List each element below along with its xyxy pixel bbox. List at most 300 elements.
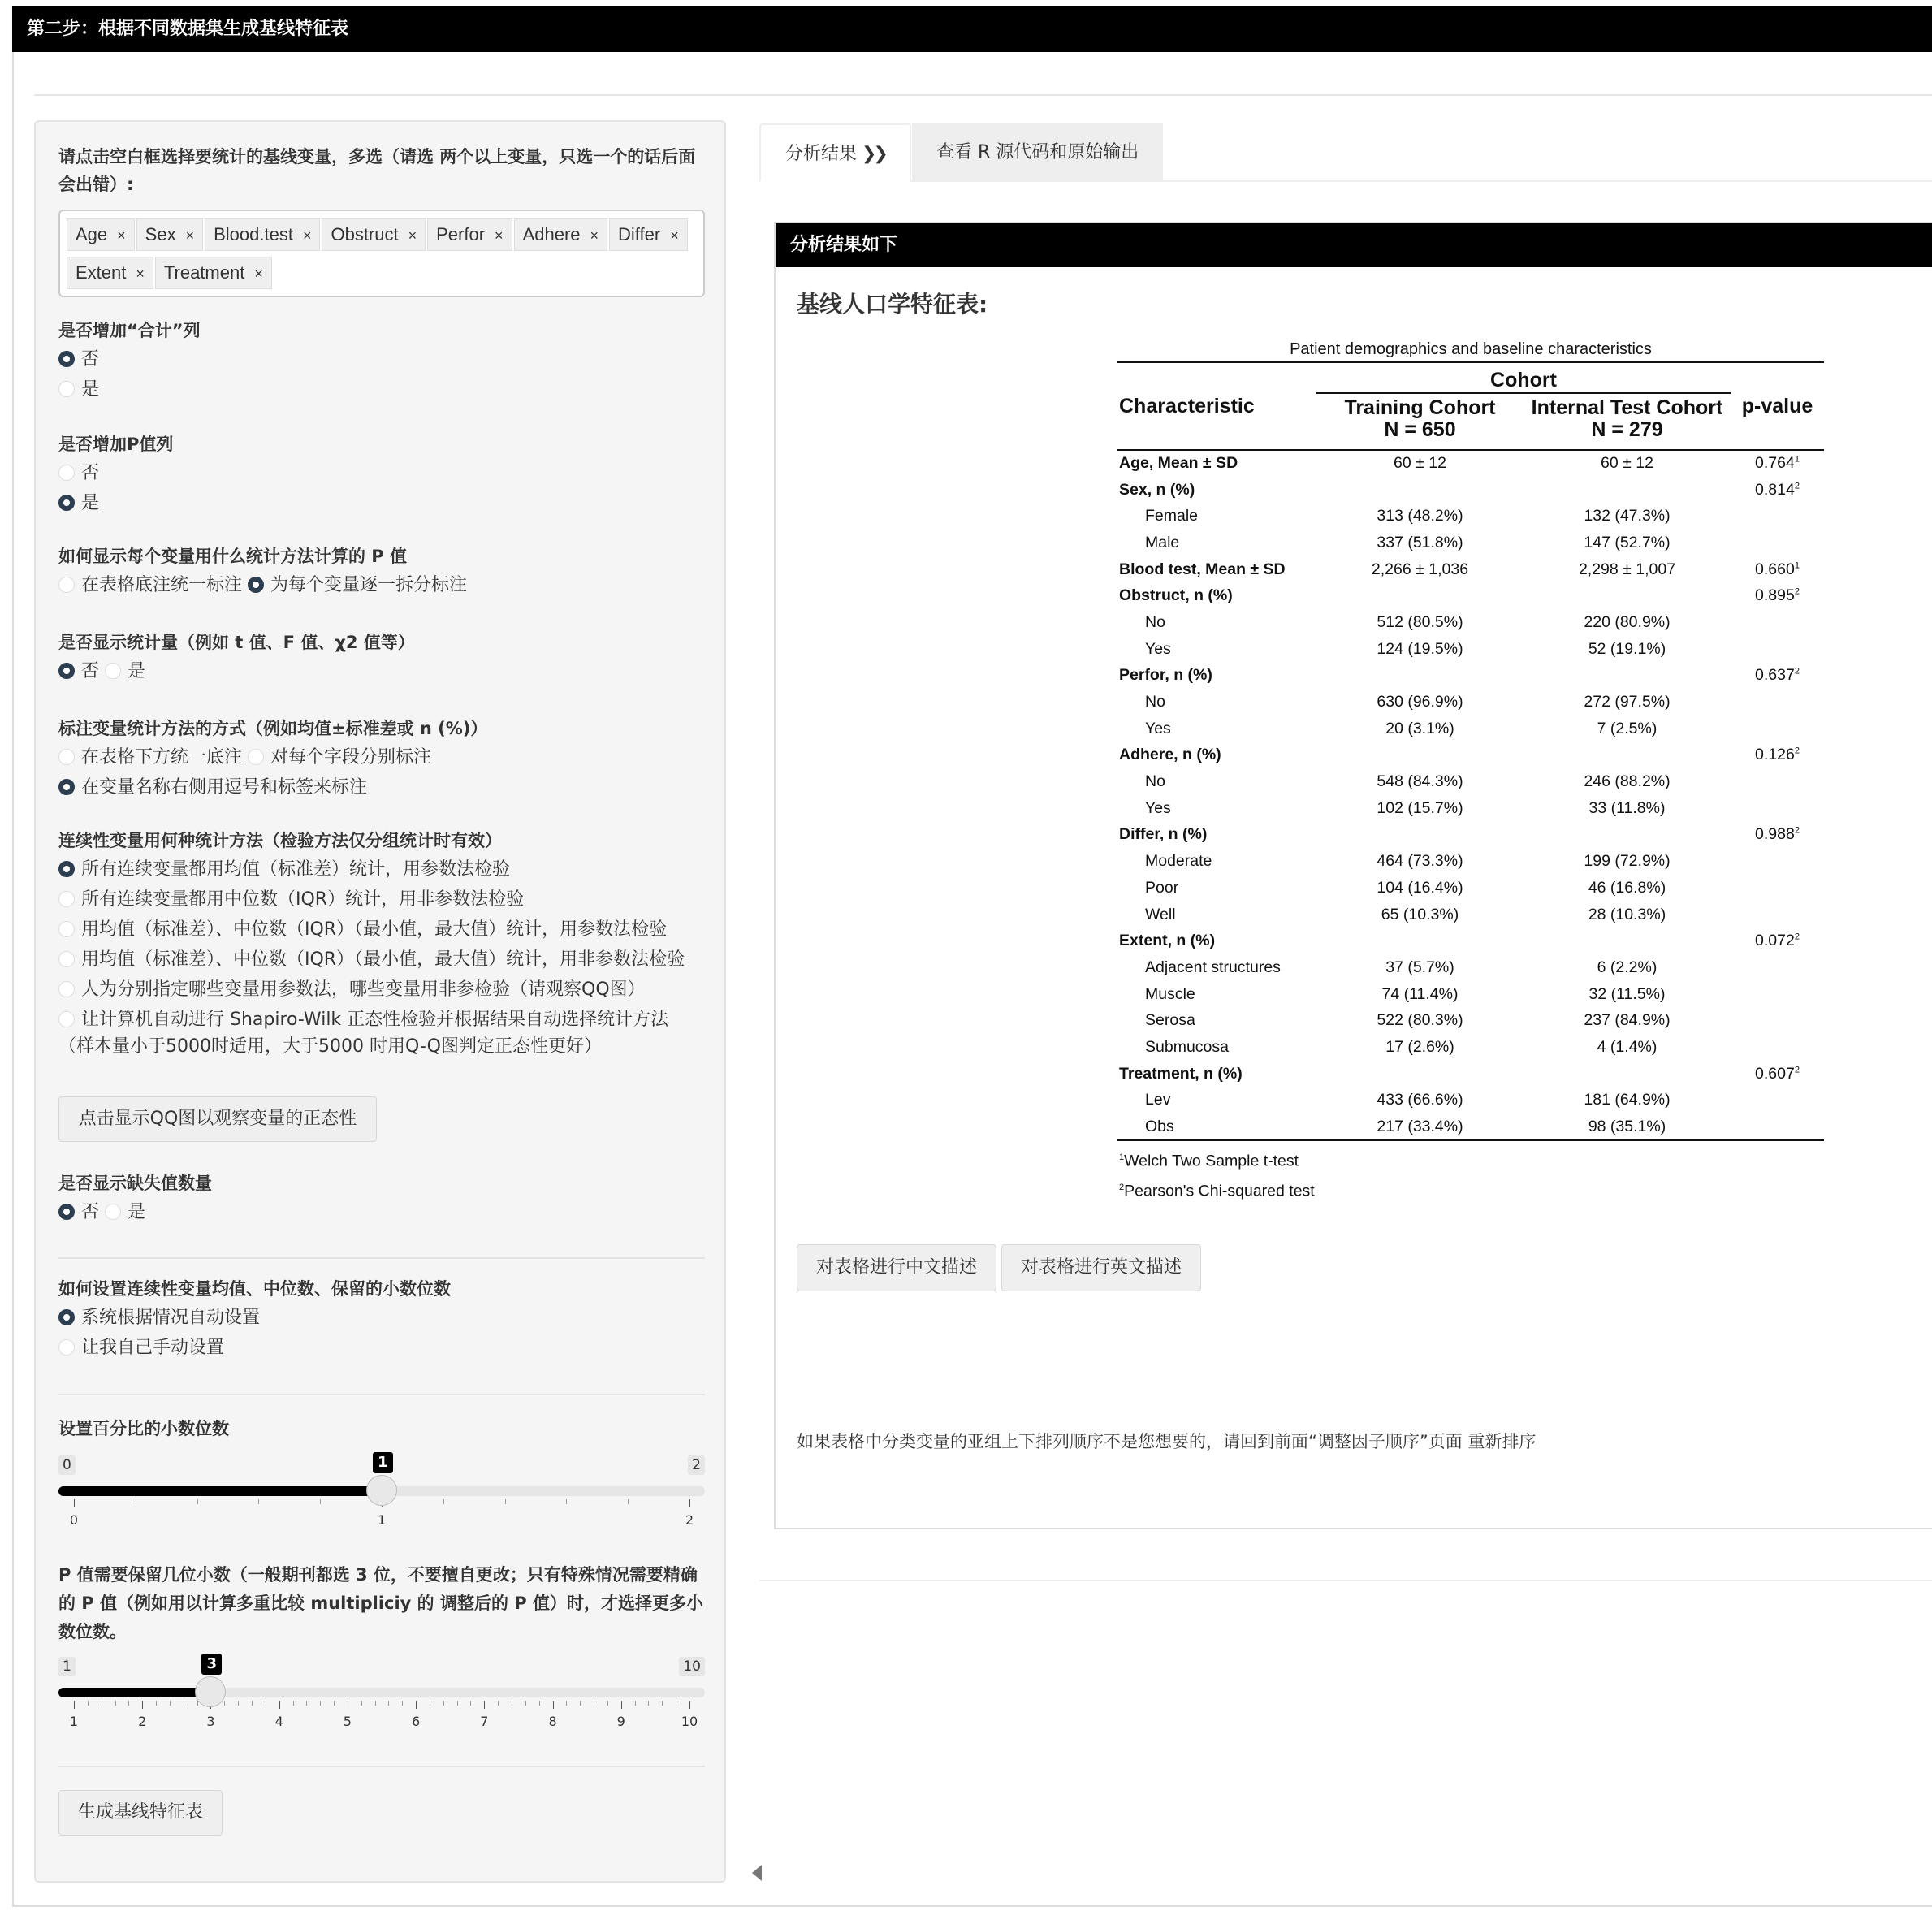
radio-icon[interactable] [58, 577, 75, 593]
training-cohort-n: N = 650 [1384, 418, 1456, 441]
cell-training-cohort: 548 (84.3%) [1377, 772, 1463, 791]
slider-minor-tick [306, 1701, 307, 1706]
slider-major-tick [74, 1701, 75, 1709]
radio-icon[interactable] [58, 465, 75, 481]
radio-icon[interactable] [58, 1011, 75, 1027]
radio-label: 是 [128, 1202, 146, 1222]
table-row-level [1117, 530, 1824, 556]
cell-characteristic: Blood test, Mean ± SD [1119, 560, 1286, 578]
slider-minor-tick [224, 1701, 225, 1706]
cell-characteristic: Differ, n (%) [1119, 825, 1208, 844]
p-slider-label: P 值需要保留几位小数（一般期刊都选 3 位，不要擅自更改；只有特殊情况需要精确的 P 值（例如用以计算多重比较 multipliciy 的 调整后的 P 值）时，才选择更多小数位数。 [58, 1565, 703, 1641]
cont-method-option-mean[interactable] [58, 854, 705, 884]
pvalue-col-option-yes[interactable] [58, 488, 705, 518]
decimals-option-auto[interactable] [58, 1303, 705, 1333]
cell-pvalue [1731, 582, 1824, 609]
cont-method-option-all-param[interactable] [58, 915, 705, 945]
radio-icon[interactable] [58, 921, 75, 937]
cell-internal-test-cohort: 33 (11.8%) [1588, 798, 1666, 817]
cell-training-cohort [1316, 1061, 1524, 1088]
radio-checked-icon[interactable] [248, 577, 264, 593]
slider-tick-label: 10 [681, 1714, 698, 1729]
slider-tick-label: 6 [412, 1714, 421, 1729]
table-row-level [1117, 1114, 1824, 1140]
remove-icon[interactable]: × [254, 266, 263, 282]
generate-table-button[interactable]: 生成基线特征表 [58, 1790, 223, 1836]
radio-label: 否 [81, 1202, 100, 1222]
radio-label: 所有连续变量都用均值（标准差）统计，用参数法检验 [81, 859, 511, 880]
radio-checked-icon[interactable] [58, 1204, 75, 1220]
slider-minor-tick [320, 1701, 321, 1706]
pvalue-footnote-mark: 2 [1794, 825, 1800, 836]
cell-pvalue [1731, 848, 1824, 875]
cell-internal-test-cohort: 98 (35.1%) [1588, 1117, 1666, 1135]
pvalue-text: 0.764 [1755, 454, 1795, 473]
radio-label: 否 [81, 661, 100, 681]
cell-training-cohort: 20 (3.1%) [1385, 719, 1454, 737]
pvalue-text: 0.607 [1755, 1064, 1795, 1083]
results-panel-title: 基线人口学特征表: [797, 291, 988, 318]
cell-internal-test-cohort: 132 (47.3%) [1584, 507, 1671, 525]
slider-tick-label: 0 [69, 1512, 79, 1528]
cell-characteristic: Well [1145, 905, 1176, 923]
pvalue-footnote-mark: 2 [1794, 932, 1800, 942]
cell-pvalue [1731, 663, 1824, 690]
pvalue-footnote-mark: 2 [1794, 1065, 1800, 1075]
variable-chip[interactable] [67, 257, 153, 289]
sidebar-divider [58, 1394, 705, 1395]
table-row-level [1117, 716, 1824, 742]
cell-pvalue [1731, 1088, 1824, 1114]
slider-major-tick [279, 1701, 280, 1709]
radio-checked-icon[interactable] [58, 495, 75, 511]
cell-training-cohort: 464 (73.3%) [1377, 852, 1463, 871]
stat-label-option-footer[interactable] [58, 747, 242, 768]
radio-label: 否 [81, 463, 100, 483]
baseline-characteristics-table [1117, 361, 1824, 1141]
slider-tick-label: 2 [685, 1512, 694, 1528]
table-row-variable [1117, 822, 1824, 849]
variable-chip[interactable] [136, 218, 203, 251]
variable-chip[interactable] [427, 218, 512, 251]
radio-checked-icon[interactable] [58, 663, 75, 679]
slider-minor-tick [128, 1701, 129, 1706]
slider-minor-tick [238, 1701, 239, 1706]
slider-minor-tick [470, 1701, 471, 1706]
cell-internal-test-cohort: 4 (1.4%) [1597, 1037, 1658, 1056]
radio-checked-icon[interactable] [58, 351, 75, 367]
cell-internal-test-cohort [1524, 742, 1731, 769]
cell-internal-test-cohort [1524, 663, 1731, 690]
cell-characteristic: Yes [1145, 639, 1171, 658]
radio-label: 是 [81, 379, 100, 400]
stat-label-group [58, 715, 705, 802]
slider-tick-label: 1 [377, 1512, 387, 1528]
tab-r-source-label: 查看 R 源代码和原始输出 [936, 142, 1139, 162]
slider-max-label: 2 [688, 1455, 705, 1475]
slider-minor-tick [566, 1701, 567, 1706]
radio-label: 是 [128, 661, 146, 681]
results-panel [774, 222, 1932, 1529]
cell-training-cohort: 522 (80.3%) [1377, 1011, 1463, 1030]
cell-characteristic: Poor [1145, 878, 1179, 897]
cell-training-cohort: 2,266 ± 1,036 [1371, 560, 1469, 578]
result-tabs [759, 123, 1932, 182]
qq-plot-button[interactable]: 点击显示QQ图以观察变量的正态性 [58, 1096, 377, 1142]
radio-icon[interactable] [58, 381, 75, 397]
cell-characteristic: Treatment, n (%) [1119, 1064, 1243, 1083]
radio-label: 否 [81, 349, 100, 370]
cell-pvalue [1731, 503, 1824, 530]
cell-pvalue [1731, 928, 1824, 954]
radio-icon[interactable] [58, 1339, 75, 1356]
cell-internal-test-cohort: 220 (80.9%) [1584, 612, 1671, 631]
radio-label: 系统根据情况自动设置 [81, 1308, 261, 1328]
cell-internal-test-cohort: 6 (2.2%) [1597, 958, 1658, 976]
slider-fill [58, 1688, 210, 1697]
cell-pvalue [1731, 981, 1824, 1008]
cell-internal-test-cohort: 237 (84.9%) [1584, 1011, 1671, 1030]
step-title: 第二步：根据不同数据集生成基线特征表 [27, 19, 349, 39]
slider-major-tick [416, 1701, 417, 1709]
cell-internal-test-cohort [1524, 928, 1731, 954]
radio-checked-icon[interactable] [58, 1309, 75, 1325]
pvalue-text: 0.072 [1755, 932, 1795, 950]
table-row-level [1117, 768, 1824, 795]
table-row-level [1117, 954, 1824, 981]
cell-pvalue [1731, 795, 1824, 822]
header-characteristic: Characteristic [1119, 394, 1255, 417]
radio-icon[interactable] [58, 749, 75, 765]
slider-minor-tick [539, 1701, 540, 1706]
cell-characteristic: Sex, n (%) [1119, 480, 1195, 499]
variable-chip-label: Blood.test [214, 224, 293, 244]
cell-pvalue [1731, 822, 1824, 849]
slider-major-tick [142, 1701, 143, 1709]
slider-handle[interactable] [366, 1475, 397, 1506]
p-method-option-each[interactable] [248, 575, 467, 595]
remove-icon[interactable]: × [117, 227, 126, 244]
show-stat-options [58, 656, 705, 686]
table-row-level [1117, 609, 1824, 636]
cell-internal-test-cohort [1524, 822, 1731, 849]
slider-max-label: 10 [679, 1657, 705, 1676]
slider-handle[interactable] [195, 1676, 226, 1707]
radio-icon[interactable] [105, 1204, 121, 1220]
decimals-group [58, 1275, 705, 1363]
decimals-option-manual[interactable] [58, 1333, 705, 1363]
cell-internal-test-cohort: 2,298 ± 1,007 [1578, 560, 1676, 578]
cell-pvalue [1731, 530, 1824, 556]
cell-pvalue [1731, 1034, 1824, 1061]
slider-min-label: 0 [58, 1455, 76, 1475]
cell-internal-test-cohort: 147 (52.7%) [1584, 533, 1671, 551]
total-col-option-yes[interactable] [58, 374, 705, 404]
cell-internal-test-cohort: 46 (16.8%) [1588, 878, 1666, 897]
cell-internal-test-cohort: 272 (97.5%) [1584, 693, 1671, 711]
slider-minor-tick [457, 1701, 458, 1706]
p-decimals-slider[interactable] [58, 1657, 705, 1746]
p-method-option-footer[interactable] [58, 575, 242, 595]
slider-minor-tick [197, 1499, 198, 1504]
chinese-description-button[interactable]: 对表格进行中文描述 [797, 1244, 996, 1291]
radio-label: 所有连续变量都用中位数（IQR）统计，用非参数法检验 [81, 889, 525, 910]
stat-label-option-comma[interactable] [58, 772, 705, 802]
missing-option-yes[interactable] [105, 1202, 145, 1222]
cell-training-cohort: 17 (2.6%) [1385, 1037, 1454, 1056]
stat-label-options-row [58, 742, 705, 772]
slider-minor-tick [443, 1499, 444, 1504]
pvalue-footnote-mark: 2 [1794, 481, 1800, 491]
radio-label: 在表格下方统一底注 [81, 747, 243, 768]
cell-internal-test-cohort [1524, 582, 1731, 609]
variable-chip-label: Differ [618, 224, 661, 244]
cont-method-label: 连续性变量用何种统计方法（检验方法仅分组统计时有效） [58, 831, 502, 850]
header-internal-test-cohort [1524, 393, 1731, 450]
remove-icon[interactable]: × [136, 266, 145, 282]
sidebar-panel [34, 120, 726, 1883]
header-training-cohort [1316, 393, 1524, 450]
table-row-variable [1117, 928, 1824, 954]
variable-chip[interactable] [205, 218, 320, 251]
variable-chip[interactable] [67, 218, 135, 251]
slider-minor-tick [258, 1499, 259, 1504]
cell-characteristic: Extent, n (%) [1119, 932, 1216, 950]
slider-minor-tick [580, 1701, 581, 1706]
cell-internal-test-cohort: 246 (88.2%) [1584, 772, 1671, 791]
slider-minor-tick [156, 1701, 157, 1706]
cell-internal-test-cohort: 181 (64.9%) [1584, 1091, 1671, 1109]
pvalue-footnote-mark: 2 [1794, 746, 1800, 756]
cell-characteristic: Adjacent structures [1145, 958, 1281, 976]
table-footnote [1117, 1144, 1824, 1175]
slider-value-bubble: 3 [201, 1654, 222, 1675]
cell-training-cohort [1316, 582, 1524, 609]
remove-icon[interactable]: × [185, 227, 195, 244]
table-row-variable [1117, 663, 1824, 690]
variable-chip[interactable] [322, 218, 426, 251]
cont-method-option-manual[interactable] [58, 975, 705, 1005]
cell-training-cohort [1316, 928, 1524, 954]
stat-label-label: 标注变量统计方法的方式（例如均值±标准差或 n (%)） [58, 719, 488, 738]
step-title-bar [12, 6, 1932, 52]
sidebar-divider [58, 1766, 705, 1767]
pvalue-text: 0.126 [1755, 746, 1795, 764]
missing-label: 是否显示缺失值数量 [58, 1174, 212, 1193]
p-method-label: 如何显示每个变量用什么统计方法计算的 P 值 [58, 547, 408, 566]
slider-tick-label: 2 [138, 1714, 147, 1729]
tab-results-label: 分析结果 [785, 144, 858, 164]
p-method-group [58, 543, 705, 600]
total-col-option-no[interactable] [58, 344, 705, 374]
top-divider [34, 94, 1932, 96]
missing-option-no[interactable] [58, 1202, 99, 1222]
table-row-level [1117, 848, 1824, 875]
cell-characteristic: Obs [1145, 1117, 1174, 1135]
radio-icon[interactable] [105, 663, 121, 679]
cell-pvalue [1731, 450, 1824, 477]
internal-test-cohort-n: N = 279 [1591, 418, 1663, 441]
slider-tick-label: 5 [343, 1714, 352, 1729]
cell-characteristic: Age, Mean ± SD [1119, 454, 1238, 473]
stat-label-option-each[interactable] [248, 747, 431, 768]
cont-method-option-median[interactable] [58, 884, 705, 915]
slider-minor-tick [334, 1701, 335, 1706]
cell-training-cohort: 60 ± 12 [1394, 454, 1446, 473]
cell-characteristic: No [1145, 772, 1165, 791]
cell-training-cohort [1316, 663, 1524, 690]
slider-tick-label: 3 [206, 1714, 215, 1729]
variable-chip-label: Obstruct [331, 224, 399, 244]
radio-label: 为每个变量逐一拆分标注 [270, 575, 468, 595]
slider-minor-tick [170, 1701, 171, 1706]
variable-chip[interactable] [155, 257, 272, 289]
radio-icon[interactable] [248, 749, 264, 765]
slider-major-tick [74, 1499, 75, 1507]
cell-characteristic: Female [1145, 507, 1199, 525]
cell-characteristic: Lev [1145, 1091, 1171, 1109]
pvalue-footnote-mark: 2 [1794, 666, 1800, 677]
table-row-level [1117, 981, 1824, 1008]
show-stat-option-yes[interactable] [105, 661, 145, 681]
missing-options [58, 1197, 705, 1227]
slider-fill [58, 1486, 382, 1496]
cell-characteristic: Serosa [1145, 1011, 1195, 1030]
slider-tick-label: 4 [274, 1714, 283, 1729]
pct-slider-label: 设置百分比的小数位数 [58, 1419, 229, 1438]
cell-training-cohort: 313 (48.2%) [1377, 507, 1463, 525]
remove-icon[interactable]: × [670, 227, 679, 244]
cell-internal-test-cohort [1524, 1061, 1731, 1088]
slider-major-tick [484, 1701, 485, 1709]
table-row-level [1117, 875, 1824, 902]
table-row-level [1117, 795, 1824, 822]
table-row-variable [1117, 1061, 1824, 1088]
table-row-level [1117, 1088, 1824, 1114]
cell-internal-test-cohort: 199 (72.9%) [1584, 852, 1671, 871]
cell-pvalue [1731, 954, 1824, 981]
table-footnotes [1117, 1141, 1824, 1205]
cell-training-cohort: 104 (16.4%) [1377, 878, 1463, 897]
radio-label: 用均值（标准差）、中位数（IQR）（最小值，最大值）统计，用参数法检验 [81, 919, 668, 940]
radio-icon[interactable] [58, 891, 75, 907]
factor-order-note: 如果表格中分类变量的亚组上下排列顺序不是您想要的，请回到前面“调整因子顺序”页面 重新排序 [797, 1432, 1537, 1451]
variable-chip[interactable] [514, 218, 607, 251]
cell-training-cohort: 65 (10.3%) [1381, 905, 1459, 923]
variable-chip-label: Perfor [436, 224, 486, 244]
radio-label: 让我自己手动设置 [81, 1338, 225, 1358]
pct-decimals-slider[interactable] [58, 1455, 705, 1545]
table-row-level [1117, 689, 1824, 716]
table-row-level [1117, 503, 1824, 530]
table-body [1117, 450, 1824, 1140]
cell-characteristic: Male [1145, 533, 1180, 551]
radio-icon[interactable] [58, 951, 75, 967]
training-cohort-name: Training Cohort [1344, 396, 1496, 419]
variable-chip-label: Age [76, 224, 108, 244]
radio-checked-icon[interactable] [58, 861, 75, 877]
cell-pvalue [1731, 477, 1824, 504]
radio-checked-icon[interactable] [58, 779, 75, 795]
slider-minor-tick [402, 1701, 403, 1706]
cell-training-cohort [1316, 742, 1524, 769]
show-stat-label: 是否显示统计量（例如 t 值、F 值、χ2 值等） [58, 633, 415, 652]
radio-label: 用均值（标准差）、中位数（IQR）（最小值，最大值）统计，用非参数法检验 [81, 949, 685, 970]
radio-label: 人为分别指定哪些变量用参数法，哪些变量用非参检验（请观察QQ图） [81, 979, 646, 1000]
slider-major-tick [689, 1499, 690, 1507]
table-caption: Patient demographics and baseline characteristics [1290, 340, 1652, 358]
remove-icon[interactable]: × [408, 227, 417, 244]
slider-minor-tick [361, 1701, 362, 1706]
slider-value-bubble: 1 [373, 1452, 393, 1473]
remove-icon[interactable]: × [590, 227, 599, 244]
table-row-level [1117, 1034, 1824, 1061]
cell-pvalue [1731, 875, 1824, 902]
scroll-left-arrow-icon[interactable] [752, 1865, 762, 1881]
internal-test-cohort-name: Internal Test Cohort [1531, 396, 1723, 419]
cell-characteristic: Yes [1145, 798, 1171, 817]
slider-minor-tick [388, 1701, 389, 1706]
cell-pvalue [1731, 1007, 1824, 1034]
variable-chip-label: Adhere [522, 224, 581, 244]
slider-minor-tick [252, 1701, 253, 1706]
tab-results[interactable] [759, 123, 911, 182]
slider-minor-tick [498, 1701, 499, 1706]
baseline-table [1117, 337, 1824, 1205]
cont-method-option-auto[interactable] [58, 1005, 705, 1035]
remove-icon[interactable]: × [495, 227, 504, 244]
remove-icon[interactable]: × [302, 227, 312, 244]
english-description-button[interactable]: 对表格进行英文描述 [1001, 1244, 1201, 1291]
pvalue-text: 0.660 [1755, 560, 1795, 578]
slider-minor-tick [293, 1701, 294, 1706]
cell-training-cohort: 37 (5.7%) [1385, 958, 1454, 976]
variable-chip-label: Extent [76, 262, 127, 283]
slider-minor-tick [320, 1499, 321, 1504]
variable-multiselect[interactable] [58, 210, 705, 297]
footnote-text: Pearson's Chi-squared test [1124, 1182, 1315, 1200]
footnote-mark: 1 [1119, 1152, 1125, 1162]
pvalue-text: 0.637 [1755, 666, 1795, 685]
slider-tick-label: 1 [69, 1714, 79, 1729]
pvalue-footnote-mark: 1 [1794, 454, 1800, 465]
slider-tick-label: 7 [480, 1714, 489, 1729]
radio-icon[interactable] [58, 981, 75, 997]
cell-pvalue [1731, 768, 1824, 795]
show-stat-option-no[interactable] [58, 661, 99, 681]
cell-internal-test-cohort [1524, 477, 1731, 504]
slider-minor-tick [375, 1701, 376, 1706]
pvalue-col-option-no[interactable] [58, 458, 705, 488]
tab-r-source[interactable] [912, 123, 1163, 182]
slider-minor-tick [635, 1701, 636, 1706]
table-row-variable [1117, 450, 1824, 477]
slider-minor-tick [628, 1499, 629, 1504]
cont-method-option-all-nonparam[interactable] [58, 945, 705, 975]
cont-method-note: （样本量小于5000时适用，大于5000 时用Q-Q图判定正态性更好） [58, 1036, 602, 1057]
radio-label: 是 [81, 493, 100, 513]
variable-chip[interactable] [609, 218, 688, 251]
pvalue-text: 0.895 [1755, 586, 1795, 605]
cell-characteristic: No [1145, 612, 1165, 631]
variable-chip-label: Treatment [163, 262, 245, 283]
radio-label: 对每个字段分别标注 [270, 747, 432, 768]
radio-label: 让计算机自动进行 Shapiro-Wilk 正态性检验并根据结果自动选择统计方法 [81, 1010, 669, 1030]
cell-training-cohort: 124 (19.5%) [1377, 639, 1463, 658]
slider-major-tick [553, 1701, 554, 1709]
cell-training-cohort [1316, 477, 1524, 504]
cell-training-cohort: 337 (51.8%) [1377, 533, 1463, 551]
